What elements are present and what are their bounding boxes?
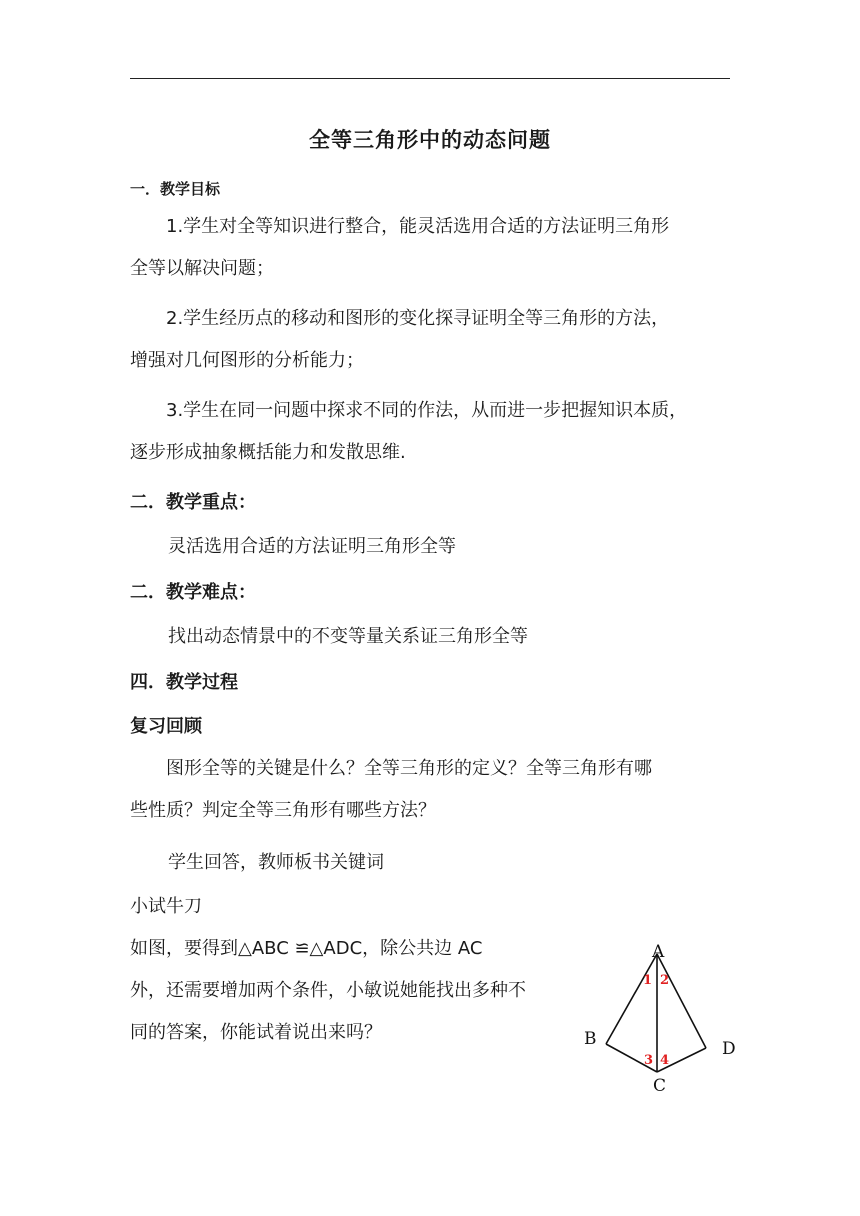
goal-2-line-b: 增强对几何图形的分析能力； — [130, 350, 364, 371]
trial-line-b: 外，还需要增加两个条件，小敏说她能找出多种不 — [130, 980, 526, 1001]
angle-label-1: 1 — [643, 973, 653, 988]
segment-ab — [606, 954, 657, 1044]
trial-heading: 小试牛刀 — [130, 896, 202, 917]
goal-3 — [130, 390, 730, 474]
review-question — [130, 748, 730, 832]
key-point-text: 灵活选用合适的方法证明三角形全等 — [168, 536, 456, 557]
trial-problem — [130, 928, 580, 1054]
goal-2-line-a: 2.学生经历点的移动和图形的变化探寻证明全等三角形的方法， — [166, 308, 670, 329]
review-heading: 复习回顾 — [130, 716, 202, 737]
section-heading-difficulty: 二．教学难点： — [130, 582, 256, 603]
trial-line-a: 如图，要得到△ABC ≌△ADC，除公共边 AC — [130, 938, 483, 959]
document-title: 全等三角形中的动态问题 — [309, 128, 551, 152]
angle-label-3: 3 — [644, 1053, 654, 1068]
review-question-line-b: 些性质？判定全等三角形有哪些方法？ — [130, 800, 436, 821]
figure-lines — [606, 954, 706, 1072]
triangle-figure — [576, 940, 746, 1100]
angle-label-4: 4 — [660, 1053, 670, 1068]
section-heading-key-point: 二．教学重点： — [130, 492, 256, 513]
vertex-label-b: B — [584, 1029, 597, 1049]
angle-label-2: 2 — [660, 973, 670, 988]
vertex-label-d: D — [722, 1039, 736, 1059]
goal-3-line-a: 3.学生在同一问题中探求不同的作法，从而进一步把握知识本质， — [166, 400, 688, 421]
vertex-label-c: C — [653, 1076, 667, 1096]
vertex-label-a: A — [652, 942, 665, 962]
review-answer: 学生回答，教师板书关键词 — [168, 852, 384, 873]
goal-1-line-b: 全等以解决问题； — [130, 258, 274, 279]
difficulty-text: 找出动态情景中的不变等量关系证三角形全等 — [168, 626, 528, 647]
goal-3-line-b: 逐步形成抽象概括能力和发散思维. — [130, 442, 406, 463]
review-question-line-a: 图形全等的关键是什么？全等三角形的定义？全等三角形有哪 — [166, 758, 652, 779]
trial-line-c: 同的答案，你能试着说出来吗？ — [130, 1022, 382, 1043]
goal-1-line-a: 1.学生对全等知识进行整合，能灵活选用合适的方法证明三角形 — [166, 216, 670, 237]
goal-2 — [130, 298, 730, 382]
segment-ad — [657, 954, 706, 1048]
header-rule — [130, 78, 730, 79]
section-heading-goals: 一．教学目标 — [130, 180, 221, 198]
goal-1 — [130, 206, 730, 290]
section-heading-process: 四．教学过程 — [130, 672, 238, 693]
